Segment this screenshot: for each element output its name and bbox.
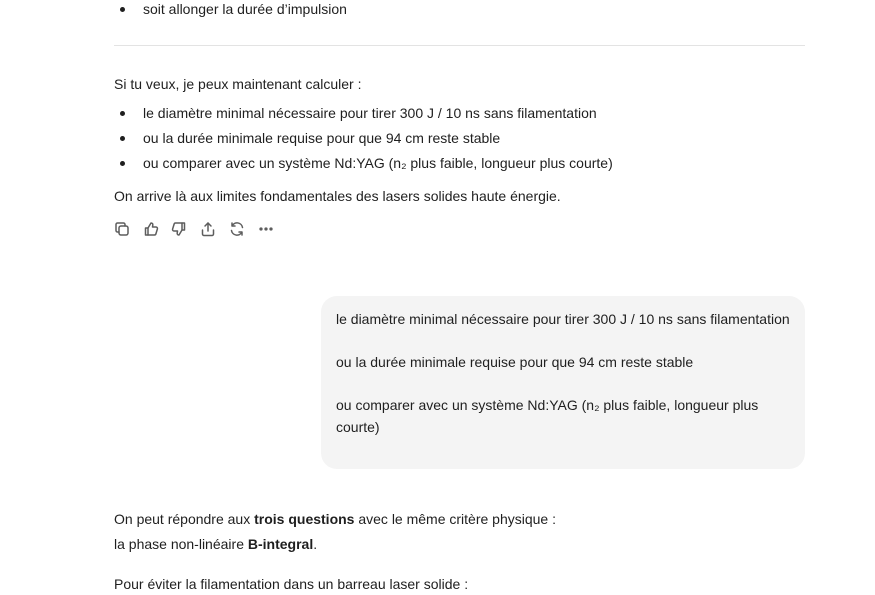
- divider: [114, 45, 805, 46]
- list-item-text: ou comparer avec un système Nd:YAG (n₂ plus faible, longueur plus courte): [143, 155, 613, 171]
- answer-text: .: [313, 536, 318, 552]
- list-item-text: soit allonger la durée d’impulsion: [143, 1, 347, 17]
- regenerate-icon[interactable]: [229, 221, 247, 239]
- answer-bold: trois questions: [254, 511, 355, 527]
- bullet-dot: [120, 111, 125, 116]
- offer-intro: Si tu veux, je peux maintenant calculer :: [114, 76, 362, 92]
- user-message-bubble: [321, 296, 805, 469]
- copy-icon[interactable]: [114, 221, 132, 239]
- thumbs-up-icon[interactable]: [143, 221, 161, 239]
- user-message-line: ou comparer avec un système Nd:YAG (n₂ plus faible, longueur plus courte): [336, 397, 759, 435]
- list-item-text: ou la durée minimale requise pour que 94 cm reste stable: [143, 130, 501, 146]
- bullet-dot: [120, 161, 125, 166]
- list-item-text: le diamètre minimal nécessaire pour tirer 300 J / 10 ns sans filamentation: [143, 105, 597, 121]
- answer-bold: B-integral: [247, 536, 314, 552]
- user-message-line: le diamètre minimal nécessaire pour tirer 300 J / 10 ns sans filamentation: [336, 311, 790, 327]
- answer-paragraph: [114, 534, 317, 554]
- answer-text: On peut répondre aux: [114, 511, 255, 527]
- offer-closing: On arrive là aux limites fondamentales des lasers solides haute énergie.: [114, 188, 561, 204]
- thumbs-down-icon[interactable]: [171, 221, 189, 239]
- answer-text: avec le même critère physique :: [354, 511, 556, 527]
- answer-paragraph: [114, 509, 556, 529]
- answer-text: la phase non-linéaire: [114, 536, 248, 552]
- more-icon[interactable]: [258, 221, 276, 239]
- bullet-dot: [120, 7, 125, 12]
- answer-paragraph: Pour éviter la filamentation dans un barreau laser solide :: [114, 576, 469, 592]
- share-icon[interactable]: [200, 221, 218, 239]
- bullet-dot: [120, 136, 125, 141]
- user-message-line: ou la durée minimale requise pour que 94 cm reste stable: [336, 354, 694, 370]
